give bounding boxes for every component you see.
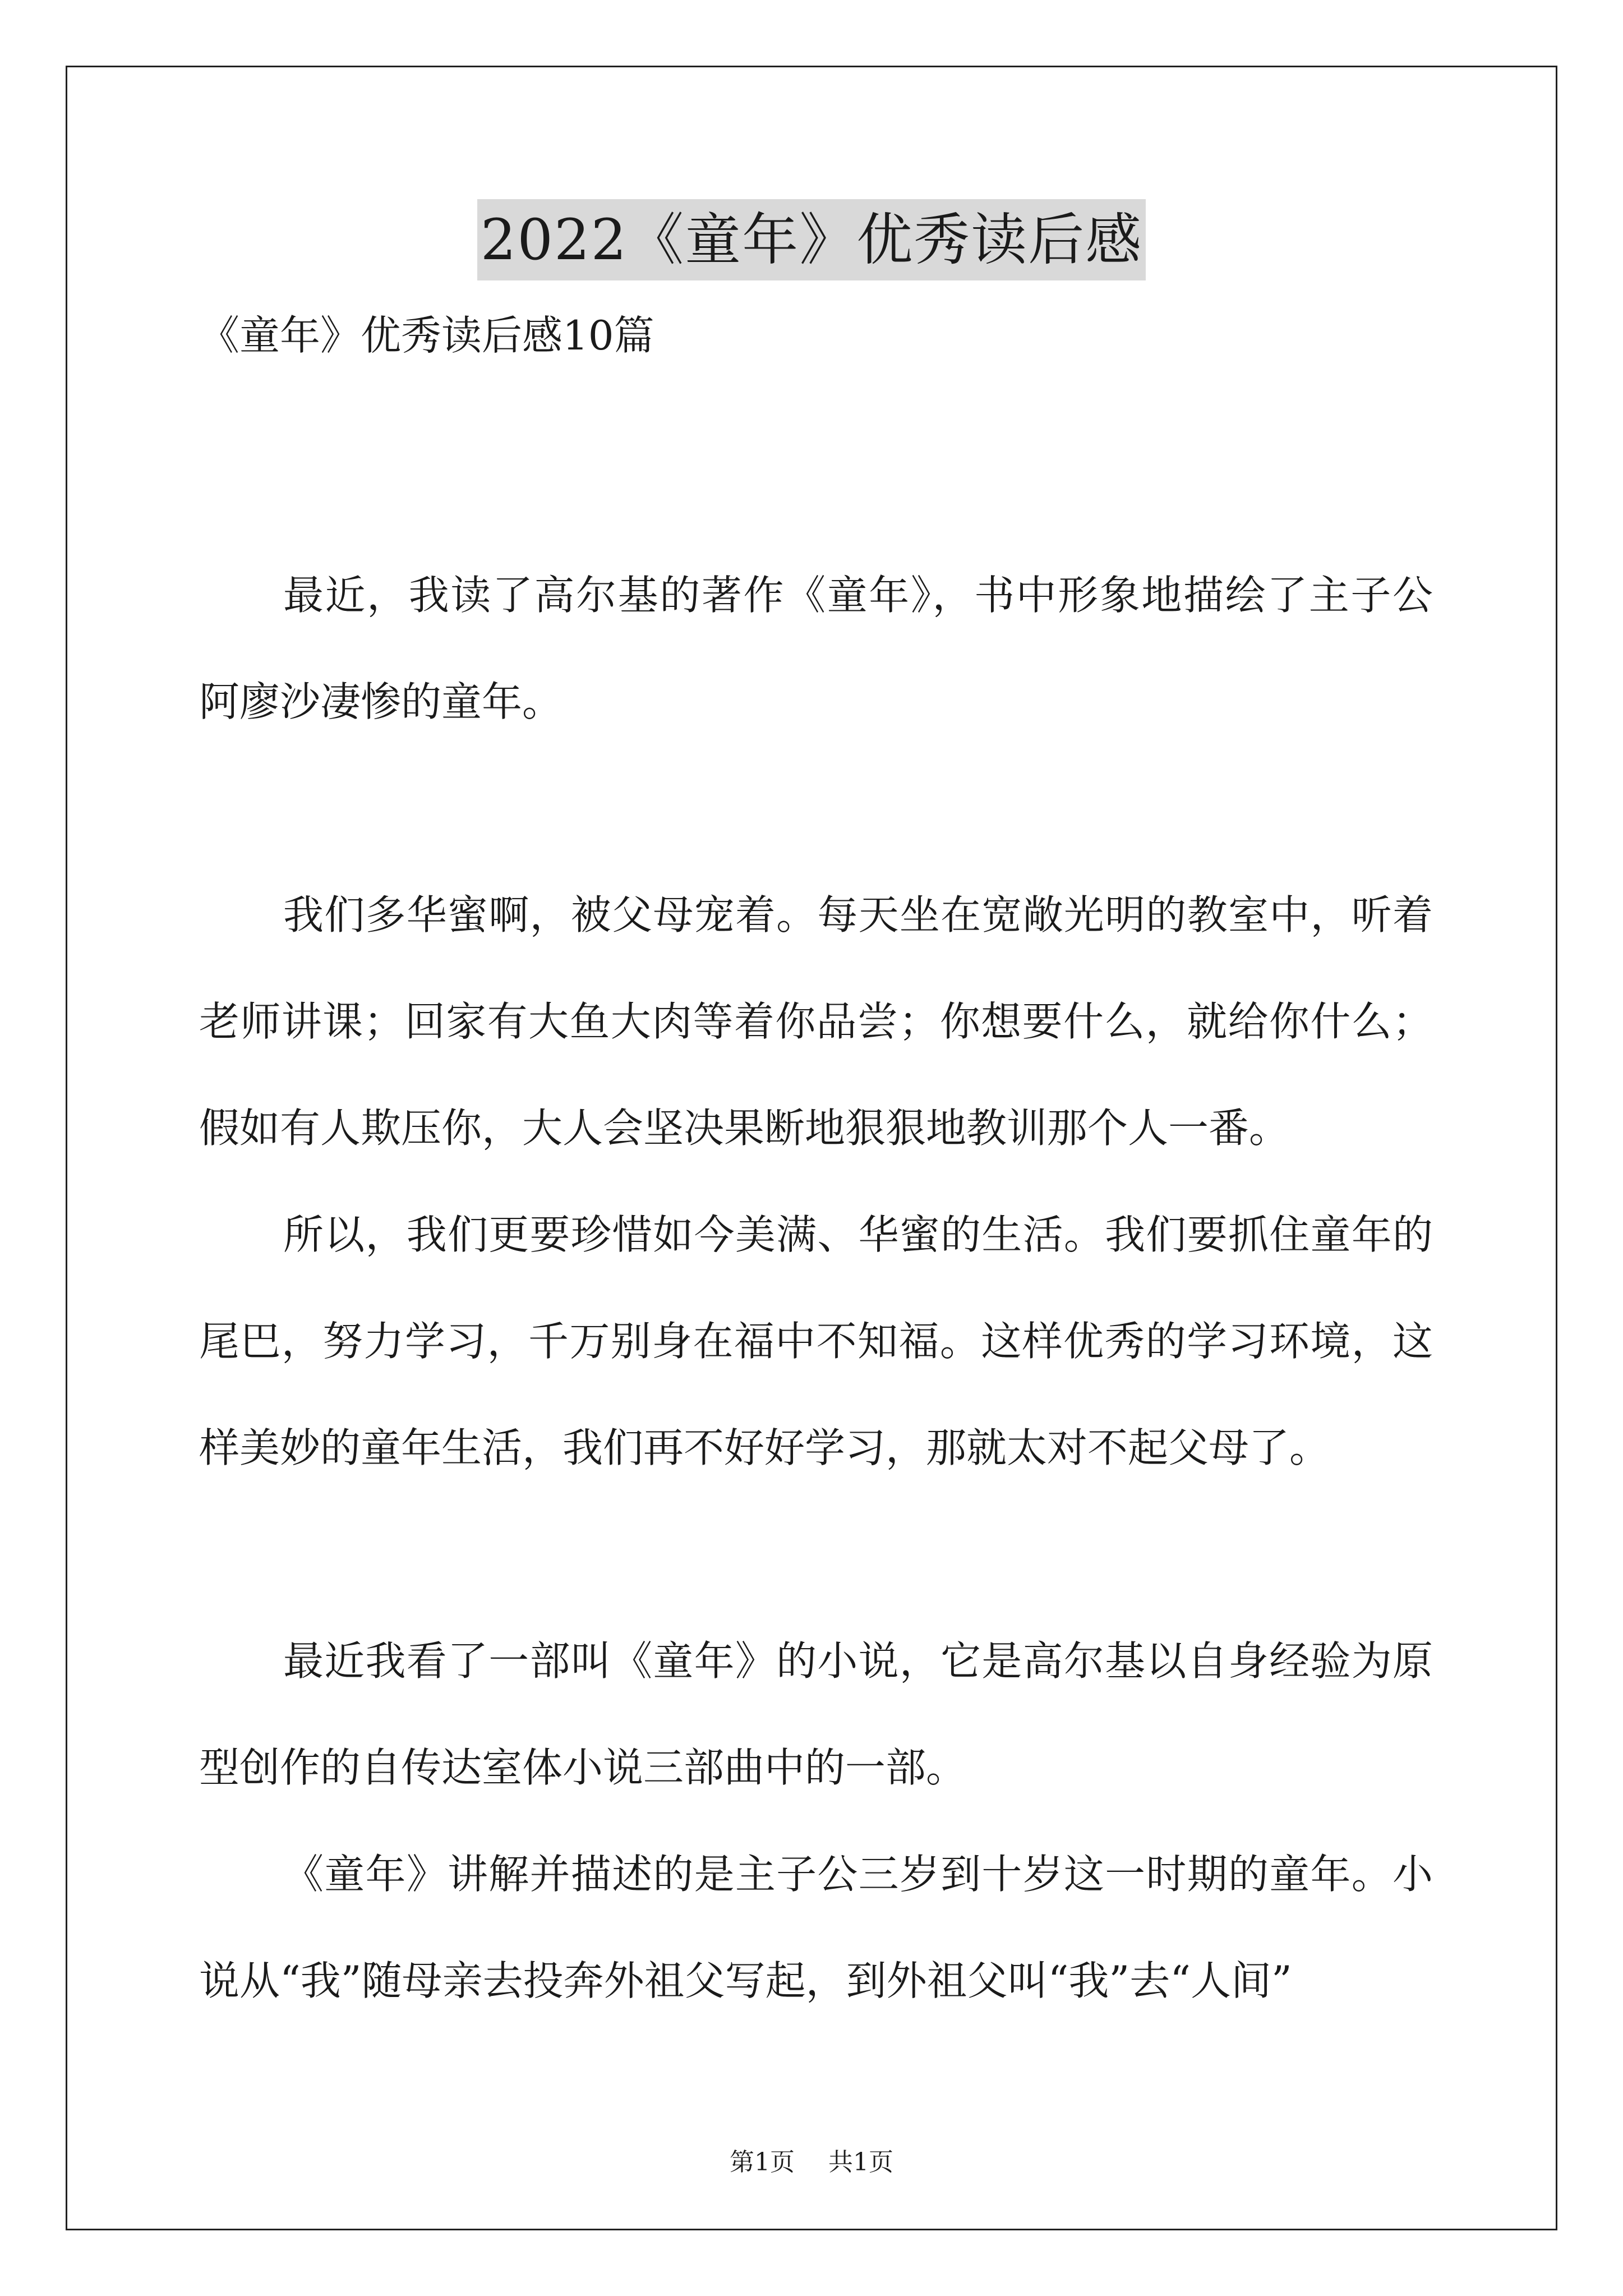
paragraph-2: 我们多华蜜啊，被父母宠着。每天坐在宽敞光明的教室中，听着老师讲课；回家有大鱼大肉等着你品尝；你想要什么，就给你什么；假如有人欺压你，大人会坚决果断地狠狠地教训那个人一番。 [199, 891, 1433, 1152]
paragraph-4: 最近我看了一部叫《童年》的小说，它是高尔基以自身经验为原型创作的自传达室体小说三部曲中的一部。 [199, 1637, 1433, 1791]
page-number-total: 共1页 [828, 2148, 893, 2177]
document-title: 2022《童年》优秀读后感 [477, 199, 1146, 280]
paragraph-5: 《童年》讲解并描述的是主子公三岁到十岁这一时期的童年。小说从“我”随母亲去投奔外祖父写起，到外祖父叫“我”去“人间” [199, 1851, 1433, 2004]
paragraph-3: 所以，我们更要珍惜如今美满、华蜜的生活。我们要抓住童年的尾巴，努力学习，千万别身在福中不知福。这样优秀的学习环境，这样美妙的童年生活，我们再不好好学习，那就太对不起父母了。 [199, 1211, 1433, 1471]
page-footer [0, 2146, 1623, 2179]
title-container [0, 199, 1623, 280]
document-subtitle: 《童年》优秀读后感10篇 [199, 312, 654, 359]
paragraph-1: 最近，我读了高尔基的著作《童年》，书中形象地描绘了主子公阿廖沙凄惨的童年。 [199, 572, 1433, 725]
page-number-current: 第1页 [730, 2148, 795, 2177]
